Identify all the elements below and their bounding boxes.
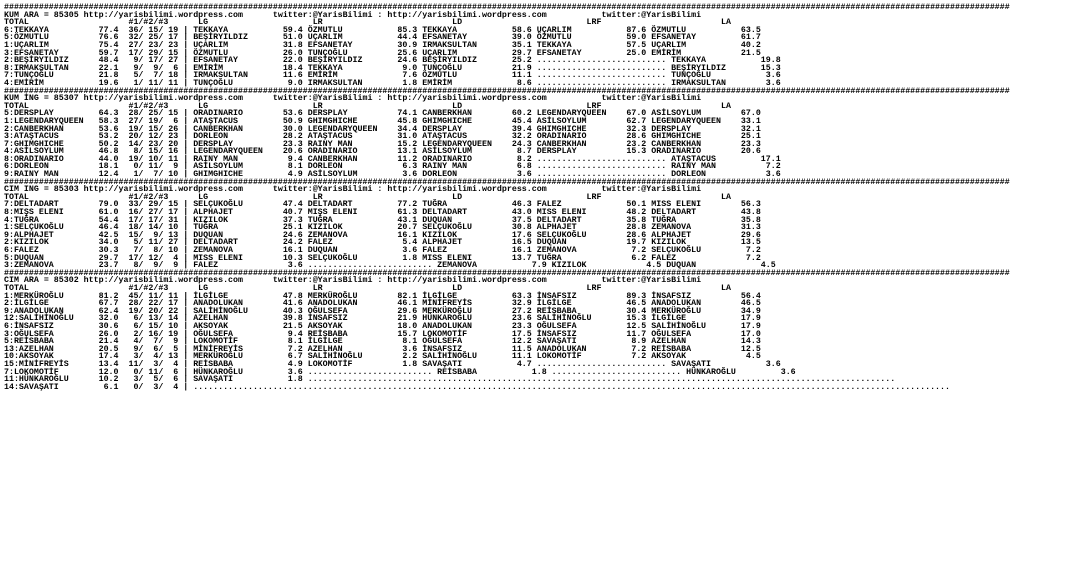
stat-row: 6:TEKKAYA 77.4 36/ 15/ 19 | TEKKAYA 59.4 ÖZMUTLU 85.3 TEKKAYA 58.6 UÇARLIM 87.6 ÖZMUTLU 63.5 (4, 25, 761, 35)
stat-row: 7:DELTADART 79.0 33/ 29/ 15 | SELÇUKOĞLU 47.4 DELTADART 77.2 TUĞRA 46.3 FALEZ 50.1 MISS ELENI 56.3 (4, 200, 761, 210)
stat-row: 5:REİSBABA 21.4 4/ 7/ 9 | LOKOMOTİF 8.1 İLGİLGE 8.1 OĞULSEFA 12.2 SAVAŞATI 8.9 AZELHAN 14.3 (4, 337, 761, 347)
race-header-line: KUM İNG = 85307 http://yarisbilimi.wordpress.com twitter:@YarisBilimi : http://yarisbilimi.wordpress.com twitter:@YarisBilimi (4, 94, 702, 104)
stat-row: 7:LOKOMOTİF 12.0 0/ 11/ 6 | HÜNKAROĞLU 3.6 ......................... REİSBABA 1.8 .......................... HÜNKAROĞLU 3.6 (4, 367, 796, 377)
stat-row: 7:TUNÇOĞLU 21.8 5/ 7/ 18 | IRMAKSULTAN 11.6 EMİRİM 7.6 ÖZMUTLU 11.1 .......................... TUNÇOĞLU 3.6 (4, 71, 781, 81)
stat-row: 4:ASİLSOYLUM 46.8 8/ 15/ 16 | LEGENDARYQUEEN 20.6 ORADINARIO 13.1 ASİLSOYLUM 8.7 DERSPLAY 15.3 ORADINARIO 20.6 (4, 147, 761, 157)
column-header-line: TOTAL #1/#2/#3 LG LR LD LRF LA (4, 18, 731, 28)
stat-row: 8:ORADINARIO 44.0 19/ 10/ 11 | RAINY MAN 9.4 CANBERKHAN 11.2 ORADINARIO 8.2 .......................... ATAŞTACUS 17.1 (4, 154, 781, 164)
separator-line: ########################################################################################################################################################################################################## (4, 268, 1010, 278)
stat-row: 6:İNSAFSIZ 30.6 6/ 15/ 10 | AKSOYAK 21.5 AKSOYAK 18.0 ANADOLUKAN 23.3 OĞULSEFA 12.5 SALİHİNOĞLU 17.9 (4, 321, 761, 331)
stat-row: 12:SALİHİNOĞLU 32.0 6/ 13/ 14 | AZELHAN 39.8 İNSAFSIZ 21.9 HÜNKAROĞLU 23.6 SALİHİNOĞLU 15.3 İLGİLGE 17.9 (4, 314, 761, 324)
column-header-line: TOTAL #1/#2/#3 LG LR LD LRF LA (4, 192, 731, 202)
stat-row: 15:MİNİFREYİS 13.4 11/ 3/ 4 | REİSBABA 4.9 LOKOMOTİF 1.8 SAVAŞATI 4.7 .......................... SAVAŞATI 3.6 (4, 359, 781, 369)
column-header-line: TOTAL #1/#2/#3 LG LR LD LRF LA (4, 283, 731, 293)
stat-row: 8:MIŞS ELENI 61.0 16/ 27/ 17 | ALPHAJET 40.7 MIŞS ELENI 61.3 DELTADART 43.0 MISS ELENI 48.2 DELTADART 43.8 (4, 208, 761, 218)
stat-row: 1:MERKÜROĞLU 81.2 45/ 11/ 11 | İLGİLGE 47.8 MERKÜROĞLU 82.1 İLGİLGE 63.3 İNSAFSIZ 89.3 İNSAFSIZ 56.4 (4, 291, 761, 301)
stat-row: 4:EMİRİM 19.6 1/ 11/ 11 | TUNÇOĞLU 9.0 IRMAKSULTAN 1.8 EMİRİM 8.6 .......................... IRMAKSULTAN 3.6 (4, 78, 781, 88)
stat-row: 3:OĞULSEFA 26.0 2/ 16/ 19 | OĞULSEFA 9.4 REİSBABA 15.7 LOKOMOTİF 17.5 İNSAFSIZ 11.7 OĞULSEFA 17.0 (4, 329, 761, 339)
stat-row: 5:DUQUAN 29.7 17/ 12/ 4 | MISS ELENI 10.3 SELÇUKOĞLU 1.8 MISS ELENI 13.7 TUĞRA 6.2 FALEZ 7.2 (4, 253, 761, 263)
separator-line: ########################################################################################################################################################################################################## (4, 3, 1010, 12)
stat-row: 5:DERSPLAY 64.3 28/ 25/ 15 | ORADINARIO 53.6 DERSPLAY 74.1 CANBERKHAN 60.2 LEGENDARYQUEEN 67.0 ASİLSOYLUM 67.0 (4, 109, 761, 119)
stat-row: 13:AZELHAN 20.5 9/ 6/ 5 | MİNİFREYİS 7.2 AZELHAN 3.6 İNSAFSIZ 11.5 ANADOLUKAN 7.2 REİSBABA 12.5 (4, 344, 761, 354)
stat-row: 8:IRMAKSULTAN 22.1 9/ 9/ 6 | EMİRİM 18.4 TEKKAYA 9.0 TUNÇOĞLU 21.9 .......................... BEŞİRYILDIZ 15.3 (4, 63, 781, 73)
column-header-line: TOTAL #1/#2/#3 LG LR LD LRF LA (4, 101, 731, 111)
stat-row: 4:TUĞRA 54.4 17/ 17/ 31 | KIZILOK 37.3 TUĞRA 43.1 DUQUAN 37.5 DELTADART 35.8 TUĞRA 35.8 (4, 215, 761, 225)
stat-row: 9:RAINY MAN 12.4 1/ 7/ 10 | GHIMGHICHE 4.9 ASİLSOYLUM 3.6 DORLEON 3.6 .......................... DORLEON 3.6 (4, 170, 781, 180)
race-header-line: CIM ING = 85303 http://yarisbilimi.wordpress.com twitter:@YarisBilimi : http://yarisbilimi.wordpress.com twitter:@YarisBilimi (4, 185, 702, 195)
stat-row: 3:ZEMANOVA 23.7 8/ 9/ 9 | FALEZ 3.6 ......................... ZEMANOVA 7.9 KIZILOK 4.5 DUQUAN 4.5 (4, 261, 776, 271)
stat-row: 5:ÖZMUTLU 76.6 32/ 25/ 17 | BEŞİRYILDIZ 51.0 UÇARLIM 44.4 EFSANETAY 39.0 ÖZMUTLU 59.0 EFSANETAY 61.7 (4, 33, 761, 43)
separator-line: ########################################################################################################################################################################################################## (4, 86, 1010, 96)
stat-row: 9:ANADOLUKAN 62.4 19/ 20/ 22 | SALİHİNOĞLU 40.3 OĞULSEFA 29.6 MERKÜROĞLU 27.2 REİSBABA 30.4 MERKÜROĞLU 34.9 (4, 306, 761, 316)
stat-row: 6:DORLEON 18.1 0/ 11/ 9 | ASİLSOYLUM 8.1 DORLEON 6.3 RAINY MAN 6.8 .......................... RAINY MAN 7.2 (4, 162, 781, 172)
race-header-line: KUM ARA = 85305 http://yarisbilimi.wordpress.com twitter:@YarisBilimi : http://yarisbilimi.wordpress.com twitter:@YarisBilimi (4, 10, 702, 20)
stat-row: 2:CANBERKHAN 53.6 19/ 15/ 26 | CANBERKHAN 30.0 LEGENDARYQUEEN 34.4 DERSPLAY 39.4 GHIMGHICHE 32.3 DERSPLAY 32.1 (4, 124, 761, 134)
stat-row: 11:HÜNKAROĞLU 10.2 3/ 5/ 6 | SAVAŞATI 1.8 ...................................................................................................................... (4, 375, 896, 385)
stat-row: 7:GHIMGHICHE 50.2 14/ 23/ 20 | DERSPLAY 23.3 RAINY MAN 15.2 LEGENDARYQUEEN 24.3 CANBERKHAN 23.2 CANBERKHAN 23.3 (4, 139, 761, 149)
stat-row: 10:AKSOYAK 17.4 3/ 4/ 13 | MERKÜROĞLU 6.7 SALİHİNOĞLU 2.2 SALİHİNOĞLU 11.1 LOKOMOTİF 7.2 AKSOYAK 4.5 (4, 352, 761, 362)
stat-row: 2:KIZILOK 34.0 5/ 11/ 27 | DELTADART 24.2 FALEZ 5.4 ALPHAJET 16.5 DUQUAN 19.7 KIZILOK 13.5 (4, 238, 761, 248)
stat-row: 9:ALPHAJET 42.5 15/ 9/ 13 | DUQUAN 24.6 ZEMANOVA 16.1 KIZILOK 17.6 SELÇUKOĞLU 28.6 ALPHAJET 29.6 (4, 230, 761, 240)
stat-row: 3:EFSANETAY 59.7 17/ 29/ 15 | ÖZMUTLU 26.0 TUNÇOĞLU 25.6 UÇARLIM 29.7 EFSANETAY 25.0 EMİRİM 21.5 (4, 48, 761, 58)
stat-row: 3:ATAŞTACUS 53.2 20/ 12/ 23 | DORLEON 28.2 ATAŞTACUS 31.0 ATAŞTACUS 32.2 ORADINARIO 28.6 GHIMGHICHE 25.1 (4, 132, 761, 142)
stat-row: 1:UÇARLIM 75.4 27/ 23/ 23 | UÇARLIM 31.8 EFSANETAY 30.9 IRMAKSULTAN 35.1 TEKKAYA 57.5 UÇARLIM 40.2 (4, 40, 761, 50)
stat-row: 1:LEGENDARYQUEEN 58.3 27/ 19/ 6 | ATAŞTACUS 50.9 GHIMGHICHE 45.8 GHIMGHICHE 45.4 ASİLSOYLUM 62.7 LEGENDARYQUEEN 33.1 (4, 116, 761, 126)
race-header-line: CIM ARA = 85302 http://yarisbilimi.wordpress.com twitter:@YarisBilimi : http://yarisbilimi.wordpress.com twitter:@YarisBilimi (4, 276, 702, 286)
stat-row: 6:FALEZ 30.3 7/ 8/ 10 | ZEMANOVA 16.1 DUQUAN 3.6 FALEZ 16.1 ZEMANOVA 7.2 SELÇUKOĞLU 7.2 (4, 246, 761, 255)
stat-row: 2:BEŞİRYILDIZ 48.4 9/ 17/ 27 | EFSANETAY 22.0 BEŞİRYILDIZ 24.6 BEŞİRYILDIZ 25.2 .......................... TEKKAYA 19.8 (4, 56, 781, 66)
stat-row: 14:SAVAŞATI 6.1 0/ 3/ 4 | ........................................................................................................................................................ (4, 382, 950, 392)
stat-row: 1:SELÇUKOĞLU 46.4 18/ 14/ 10 | TUĞRA 25.1 KIZILOK 20.7 SELÇUKOĞLU 30.8 ALPHAJET 28.8 ZEMANOVA 31.3 (4, 223, 761, 233)
separator-line: ########################################################################################################################################################################################################## (4, 177, 1010, 187)
stat-row: 2:İLGİLGE 67.7 28/ 22/ 17 | ANADOLUKAN 41.6 ANADOLUKAN 46.1 MİNİFREYİS 32.9 İLGİLGE 46.5 ANADOLUKAN 46.5 (4, 299, 761, 309)
